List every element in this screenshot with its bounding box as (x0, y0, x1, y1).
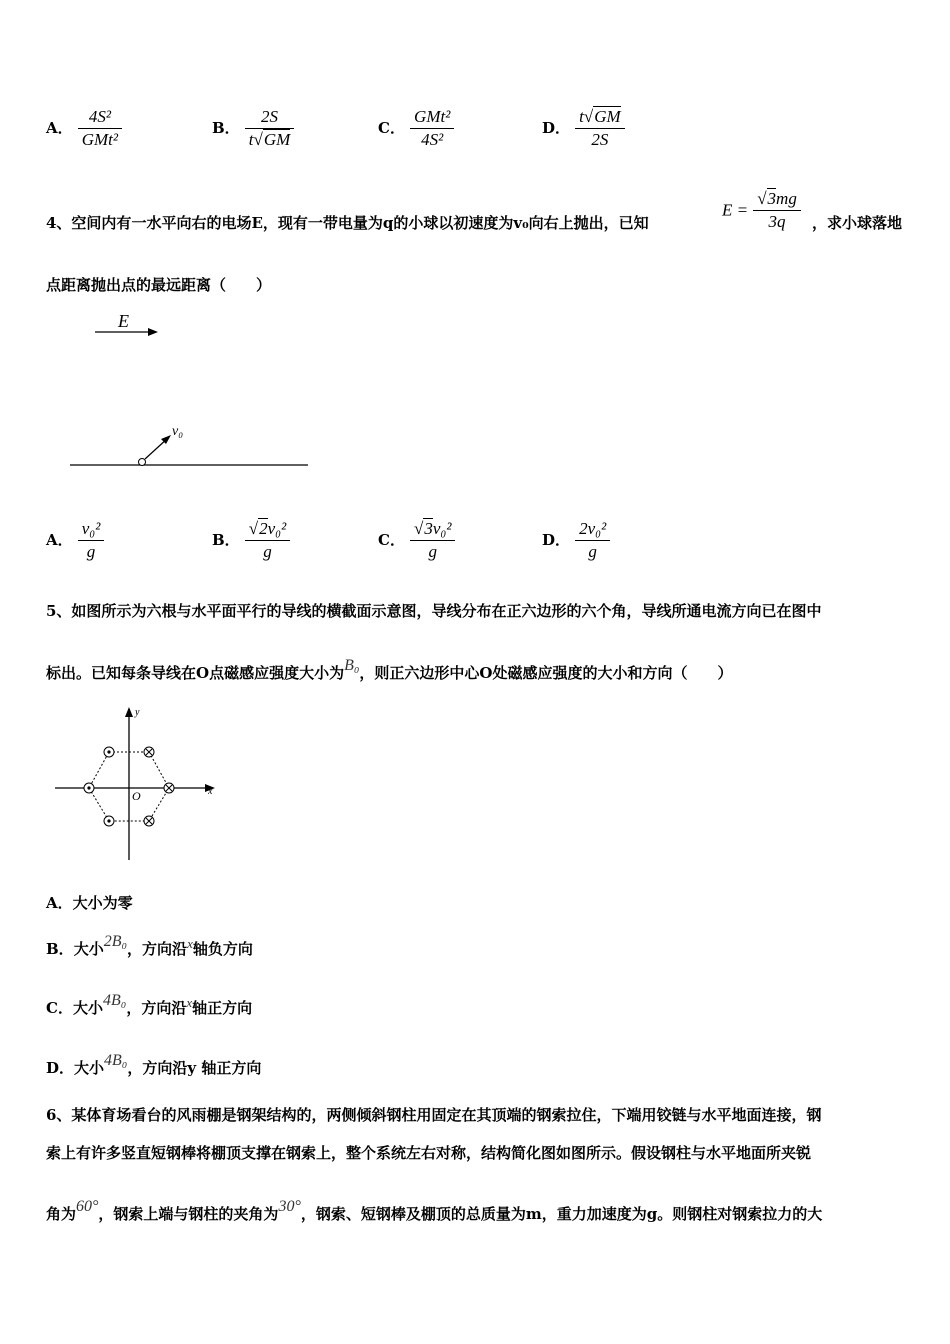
q3-option-b-fraction: $\frac{2S}{t√GM}$ (245, 106, 295, 151)
wire-right (164, 783, 174, 793)
origin-label: O (132, 789, 141, 803)
q6-line2: 索上有许多竖直短钢棒将棚顶支撑在钢索上，整个系统左右对称，结构简化图如图所示。假设钢柱与水平地面所夹锐 (46, 1144, 812, 1162)
q6-line1: 6、某体育场看台的风雨棚是钢架结构的，两侧倾斜钢柱用固定在其顶端的钢索拉住，下端用铰链与水平地面连接，钢 (46, 1106, 822, 1124)
q3-option-c[interactable]: C． $\frac{\text{GMt²}}{\text{4S²}}$ (378, 106, 454, 151)
q4-line2: 点距离抛出点的最远距离（ ） (46, 276, 272, 294)
q4-option-b[interactable]: B． $\frac{\text{√2v₀²}}{g}$ (212, 518, 290, 563)
y-axis-arrow (125, 707, 133, 717)
q3-option-d-fraction: $\frac{t√GM}{2S}$ (575, 106, 625, 151)
ball (139, 459, 146, 466)
q4-diagram (60, 305, 320, 475)
q4-line1-end: ，求小球落地 (812, 214, 903, 232)
q4-formula: E = $\frac{√3mg}{3q}$ (722, 188, 801, 233)
wire-bottom-left (104, 816, 114, 826)
q6-line3: 角为60°，钢索上端与钢柱的夹角为30°，钢索、短钢棒及棚顶的总质量为m，重力加速度为g。则钢柱对钢索拉力的大 (46, 1198, 823, 1223)
x-axis-label: x (208, 786, 213, 797)
q4-option-d[interactable]: D． $\frac{\text{2v₀²}}{g}$ (542, 518, 610, 563)
q3-option-d[interactable]: D． $\frac{t√GM}{2S}$ (542, 106, 625, 151)
y-axis-label: y (135, 707, 140, 718)
q3-option-a-fraction: $\frac{\text{4S²}}{\text{GMt²}}$ (78, 106, 122, 151)
q3-option-b[interactable]: B． $\frac{2S}{t√GM}$ (212, 106, 294, 151)
q5-option-a[interactable]: A．大小为零 (46, 894, 133, 912)
q5-option-d[interactable]: D．大小4B₀，方向沿y 轴正方向 (46, 1052, 262, 1077)
q5-diagram (50, 700, 225, 865)
q3-option-c-fraction: $\frac{\text{GMt²}}{\text{4S²}}$ (410, 106, 454, 151)
q4-line1: 4、空间内有一水平向右的电场E，现有一带电量为q的小球以初速度为v₀向右上抛出，已知 (46, 214, 649, 232)
q5-option-c[interactable]: C．大小4B₀，方向沿x轴正方向 (46, 992, 253, 1017)
wire-bottom-right (144, 816, 154, 826)
wire-top-left (104, 747, 114, 757)
q4-option-a[interactable]: A． $\frac{\text{v₀²}}{g}$ (46, 518, 104, 563)
wire-left (84, 783, 94, 793)
v0-label: v₀ (172, 424, 184, 439)
q5-line1: 5、如图所示为六根与水平面平行的导线的横截面示意图，导线分布在正六边形的六个角，导线所通电流方向已在图中 (46, 602, 822, 620)
q3-option-a[interactable]: A． $\frac{\text{4S²}}{\text{GMt²}}$ (46, 106, 122, 151)
field-arrow-head (148, 328, 158, 336)
q5-option-b[interactable]: B．大小2B₀，方向沿x轴负方向 (46, 933, 253, 958)
q5-line2: 标出。已知每条导线在O点磁感应强度大小为B₀，则正六边形中心O处磁感应强度的大小和方向（ ） (46, 657, 733, 682)
wire-top-right (144, 747, 154, 757)
field-e-label: E (118, 311, 129, 331)
q4-option-c[interactable]: C． $\frac{\text{√3v₀²}}{g}$ (378, 518, 455, 563)
